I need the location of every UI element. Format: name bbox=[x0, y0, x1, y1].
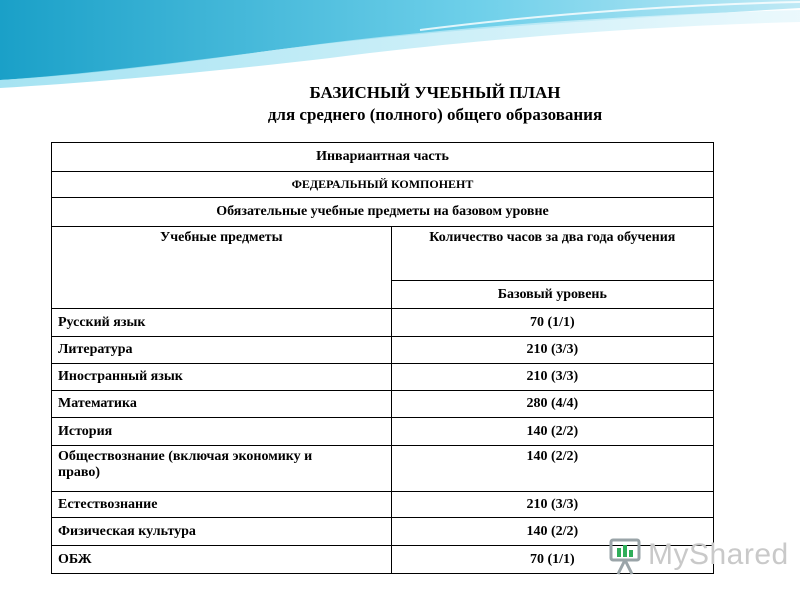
table-row bbox=[52, 198, 714, 227]
subject-cell: Обществознание (включая экономику и право) bbox=[52, 446, 392, 492]
hours-cell: 140 (2/2) bbox=[391, 446, 713, 492]
watermark-logo bbox=[608, 536, 789, 576]
hours-cell: 70 (1/1) bbox=[391, 309, 713, 337]
title-line-2: для среднего (полного) общего образования bbox=[267, 105, 603, 124]
subject-cell: История bbox=[52, 418, 392, 446]
hours-cell: 210 (3/3) bbox=[391, 492, 713, 518]
table-row bbox=[52, 446, 714, 492]
hours-cell: 210 (3/3) bbox=[391, 364, 713, 391]
federal-component-cell: ФЕДЕРАЛЬНЫЙ КОМПОНЕНТ bbox=[52, 172, 714, 198]
table-row bbox=[52, 309, 714, 337]
hours-cell: 140 (2/2) bbox=[391, 518, 713, 546]
hours-cell: 280 (4/4) bbox=[391, 391, 713, 418]
table-row bbox=[52, 418, 714, 446]
page-title bbox=[0, 82, 800, 126]
watermark-text: MyShared bbox=[648, 538, 789, 571]
presentation-board-icon bbox=[608, 536, 642, 576]
subject-cell: Русский язык bbox=[52, 309, 392, 337]
table-row bbox=[52, 364, 714, 391]
subject-cell: Естествознание bbox=[52, 492, 392, 518]
table-row bbox=[52, 172, 714, 198]
mandatory-subjects-cell: Обязательные учебные предметы на базовом уровне bbox=[52, 198, 714, 227]
subject-cell: Литература bbox=[52, 337, 392, 364]
curriculum-table bbox=[51, 142, 714, 574]
table-header-row bbox=[52, 227, 714, 281]
hours-column-header: Количество часов за два года обучения bbox=[391, 227, 713, 281]
hours-cell: 70 (1/1) bbox=[391, 546, 713, 574]
invariant-part-cell: Инвариантная часть bbox=[52, 143, 714, 172]
subjects-column-header: Учебные предметы bbox=[52, 227, 392, 309]
subject-cell: ОБЖ bbox=[52, 546, 392, 574]
subject-cell: Иностранный язык bbox=[52, 364, 392, 391]
subject-cell: Математика bbox=[52, 391, 392, 418]
title-line-1: БАЗИСНЫЙ УЧЕБНЫЙ ПЛАН bbox=[309, 83, 561, 102]
table-row bbox=[52, 391, 714, 418]
basic-level-header: Базовый уровень bbox=[391, 281, 713, 309]
hours-cell: 210 (3/3) bbox=[391, 337, 713, 364]
subject-cell: Физическая культура bbox=[52, 518, 392, 546]
header-wave-decoration bbox=[0, 0, 800, 90]
table-row bbox=[52, 492, 714, 518]
table-row bbox=[52, 143, 714, 172]
table-row bbox=[52, 337, 714, 364]
hours-cell: 140 (2/2) bbox=[391, 418, 713, 446]
